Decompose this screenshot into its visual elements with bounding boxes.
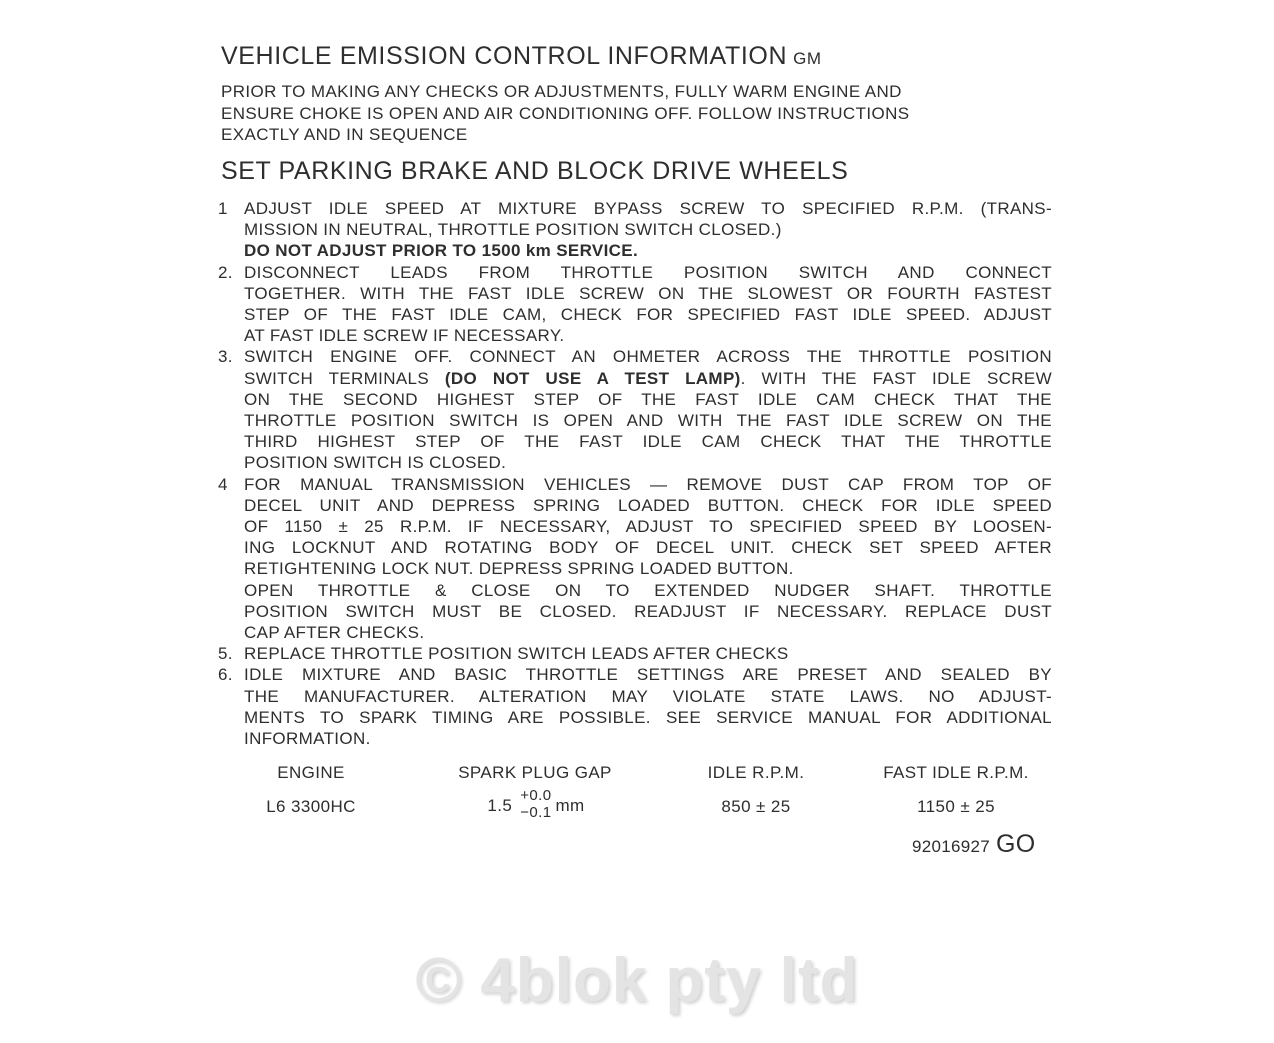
step-line: SWITCH ENGINE OFF. CONNECT AN OHMETER ACROSS THE THROTTLE POSITION (244, 347, 1052, 367)
intro-paragraph (221, 81, 1051, 146)
step-4 (214, 474, 1064, 644)
part-code: GO (996, 830, 1036, 858)
step-number: 5. (218, 644, 233, 664)
step-6 (214, 664, 1064, 749)
fast-idle-rpm-value: 1150 ± 25 (917, 797, 995, 816)
step-line: REPLACE THROTTLE POSITION SWITCH LEADS AFTER CHECKS (244, 644, 789, 664)
step-line: POSITION SWITCH MUST BE CLOSED. READJUST IF NECESSARY. REPLACE DUST (244, 601, 1052, 621)
step-line: INFORMATION. (244, 729, 371, 749)
step-line: THROTTLE POSITION SWITCH IS OPEN AND WITH THE FAST IDLE SCREW ON THE (244, 411, 1052, 431)
step-line: ADJUST IDLE SPEED AT MIXTURE BYPASS SCREW TO SPECIFIED R.P.M. (TRANS- (244, 199, 1052, 218)
step-line: STEP OF THE FAST IDLE CAM, CHECK FOR SPECIFIED FAST IDLE SPEED. ADJUST (244, 305, 1052, 325)
gap-base: 1.5 (487, 796, 513, 815)
step-line: OPEN THROTTLE & CLOSE ON TO EXTENDED NUDGER SHAFT. THROTTLE (244, 580, 1052, 600)
step-5 (214, 643, 1064, 664)
step-3 (214, 346, 1064, 473)
section-heading: SET PARKING BRAKE AND BLOCK DRIVE WHEELS (221, 157, 849, 185)
step-line: IDLE MIXTURE AND BASIC THROTTLE SETTINGS ARE PRESET AND SEALED BY (244, 665, 1052, 685)
gap-tolerance (520, 787, 551, 821)
step-line: CAP AFTER CHECKS. (244, 623, 425, 643)
idle-rpm-value: 850 ± 25 (721, 797, 791, 816)
step-line: POSITION SWITCH IS CLOSED. (244, 453, 507, 473)
intro-line: ENSURE CHOKE IS OPEN AND AIR CONDITIONING OFF. FOLLOW INSTRUCTIONS (221, 103, 910, 123)
label-title (221, 42, 822, 71)
step-text: . WITH THE FAST IDLE SCREW (740, 368, 1052, 388)
step-line: AT FAST IDLE SCREW IF NECESSARY. (244, 326, 565, 346)
title-text: VEHICLE EMISSION CONTROL INFORMATION (221, 42, 788, 70)
step-line: RETIGHTENING LOCK NUT. DEPRESS SPRING LOADED BUTTON. (244, 559, 794, 579)
header-spark-plug-gap: SPARK PLUG GAP (458, 763, 612, 782)
gm-brand: GM (793, 49, 822, 68)
spark-plug-gap-value (466, 789, 606, 823)
step-line: THE MANUFACTURER. ALTERATION MAY VIOLATE STATE LAWS. NO ADJUST- (244, 686, 1052, 706)
step-warning: DO NOT ADJUST PRIOR TO 1500 km SERVICE. (244, 241, 639, 261)
gap-value-group (487, 789, 584, 823)
intro-line: EXACTLY AND IN SEQUENCE (221, 125, 468, 144)
step-line: ING LOCKNUT AND ROTATING BODY OF DECEL UNIT. CHECK SET SPEED AFTER (244, 538, 1052, 558)
step-line: FOR MANUAL TRANSMISSION VEHICLES — REMOVE DUST CAP FROM TOP OF (244, 474, 1052, 494)
step-line (244, 368, 1052, 389)
engine-value: L6 3300HC (266, 797, 356, 816)
step-number: 4 (218, 474, 228, 494)
step-line: DECEL UNIT AND DEPRESS SPRING LOADED BUTTON. CHECK FOR IDLE SPEED (244, 495, 1052, 515)
gap-tolerance-plus: +0.0 (520, 787, 552, 804)
step-line: THIRD HIGHEST STEP OF THE FAST IDLE CAM CHECK THAT THE THROTTLE (244, 432, 1052, 452)
header-fast-idle-rpm: FAST IDLE R.P.M. (883, 763, 1029, 782)
step-line: ON THE SECOND HIGHEST STEP OF THE FAST IDLE CAM CHECK THAT THE (244, 389, 1052, 409)
step-line: DISCONNECT LEADS FROM THROTTLE POSITION SWITCH AND CONNECT (244, 262, 1052, 282)
step-line: TOGETHER. WITH THE FAST IDLE SCREW ON THE SLOWEST OR FOURTH FASTEST (244, 283, 1052, 303)
instruction-steps (214, 198, 1064, 749)
part-number (912, 830, 1036, 859)
step-line: OF 1150 ± 25 R.P.M. IF NECESSARY, ADJUST TO SPECIFIED SPEED BY LOOSEN- (244, 517, 1052, 537)
step-2 (214, 262, 1064, 347)
copyright-watermark: © 4blok pty ltd (415, 946, 859, 1015)
header-engine: ENGINE (277, 763, 345, 782)
step-line: MENTS TO SPARK TIMING ARE POSSIBLE. SEE SERVICE MANUAL FOR ADDITIONAL (244, 707, 1052, 727)
step-number: 1 (218, 199, 228, 218)
step-number: 2. (218, 262, 233, 282)
part-number-value: 92016927 (912, 837, 991, 856)
step-line: MISSION IN NEUTRAL, THROTTLE POSITION SWITCH CLOSED.) (244, 220, 782, 240)
intro-line: PRIOR TO MAKING ANY CHECKS OR ADJUSTMENTS, FULLY WARM ENGINE AND (221, 82, 902, 101)
step-number: 6. (218, 665, 233, 685)
step-1 (214, 198, 1064, 262)
gap-unit: mm (555, 796, 585, 815)
gap-tolerance-minus: −0.1 (520, 804, 552, 821)
step-number: 3. (218, 347, 233, 367)
step-text: SWITCH TERMINALS (244, 368, 445, 388)
step-warning: (DO NOT USE A TEST LAMP) (444, 368, 741, 388)
header-idle-rpm: IDLE R.P.M. (707, 763, 805, 782)
